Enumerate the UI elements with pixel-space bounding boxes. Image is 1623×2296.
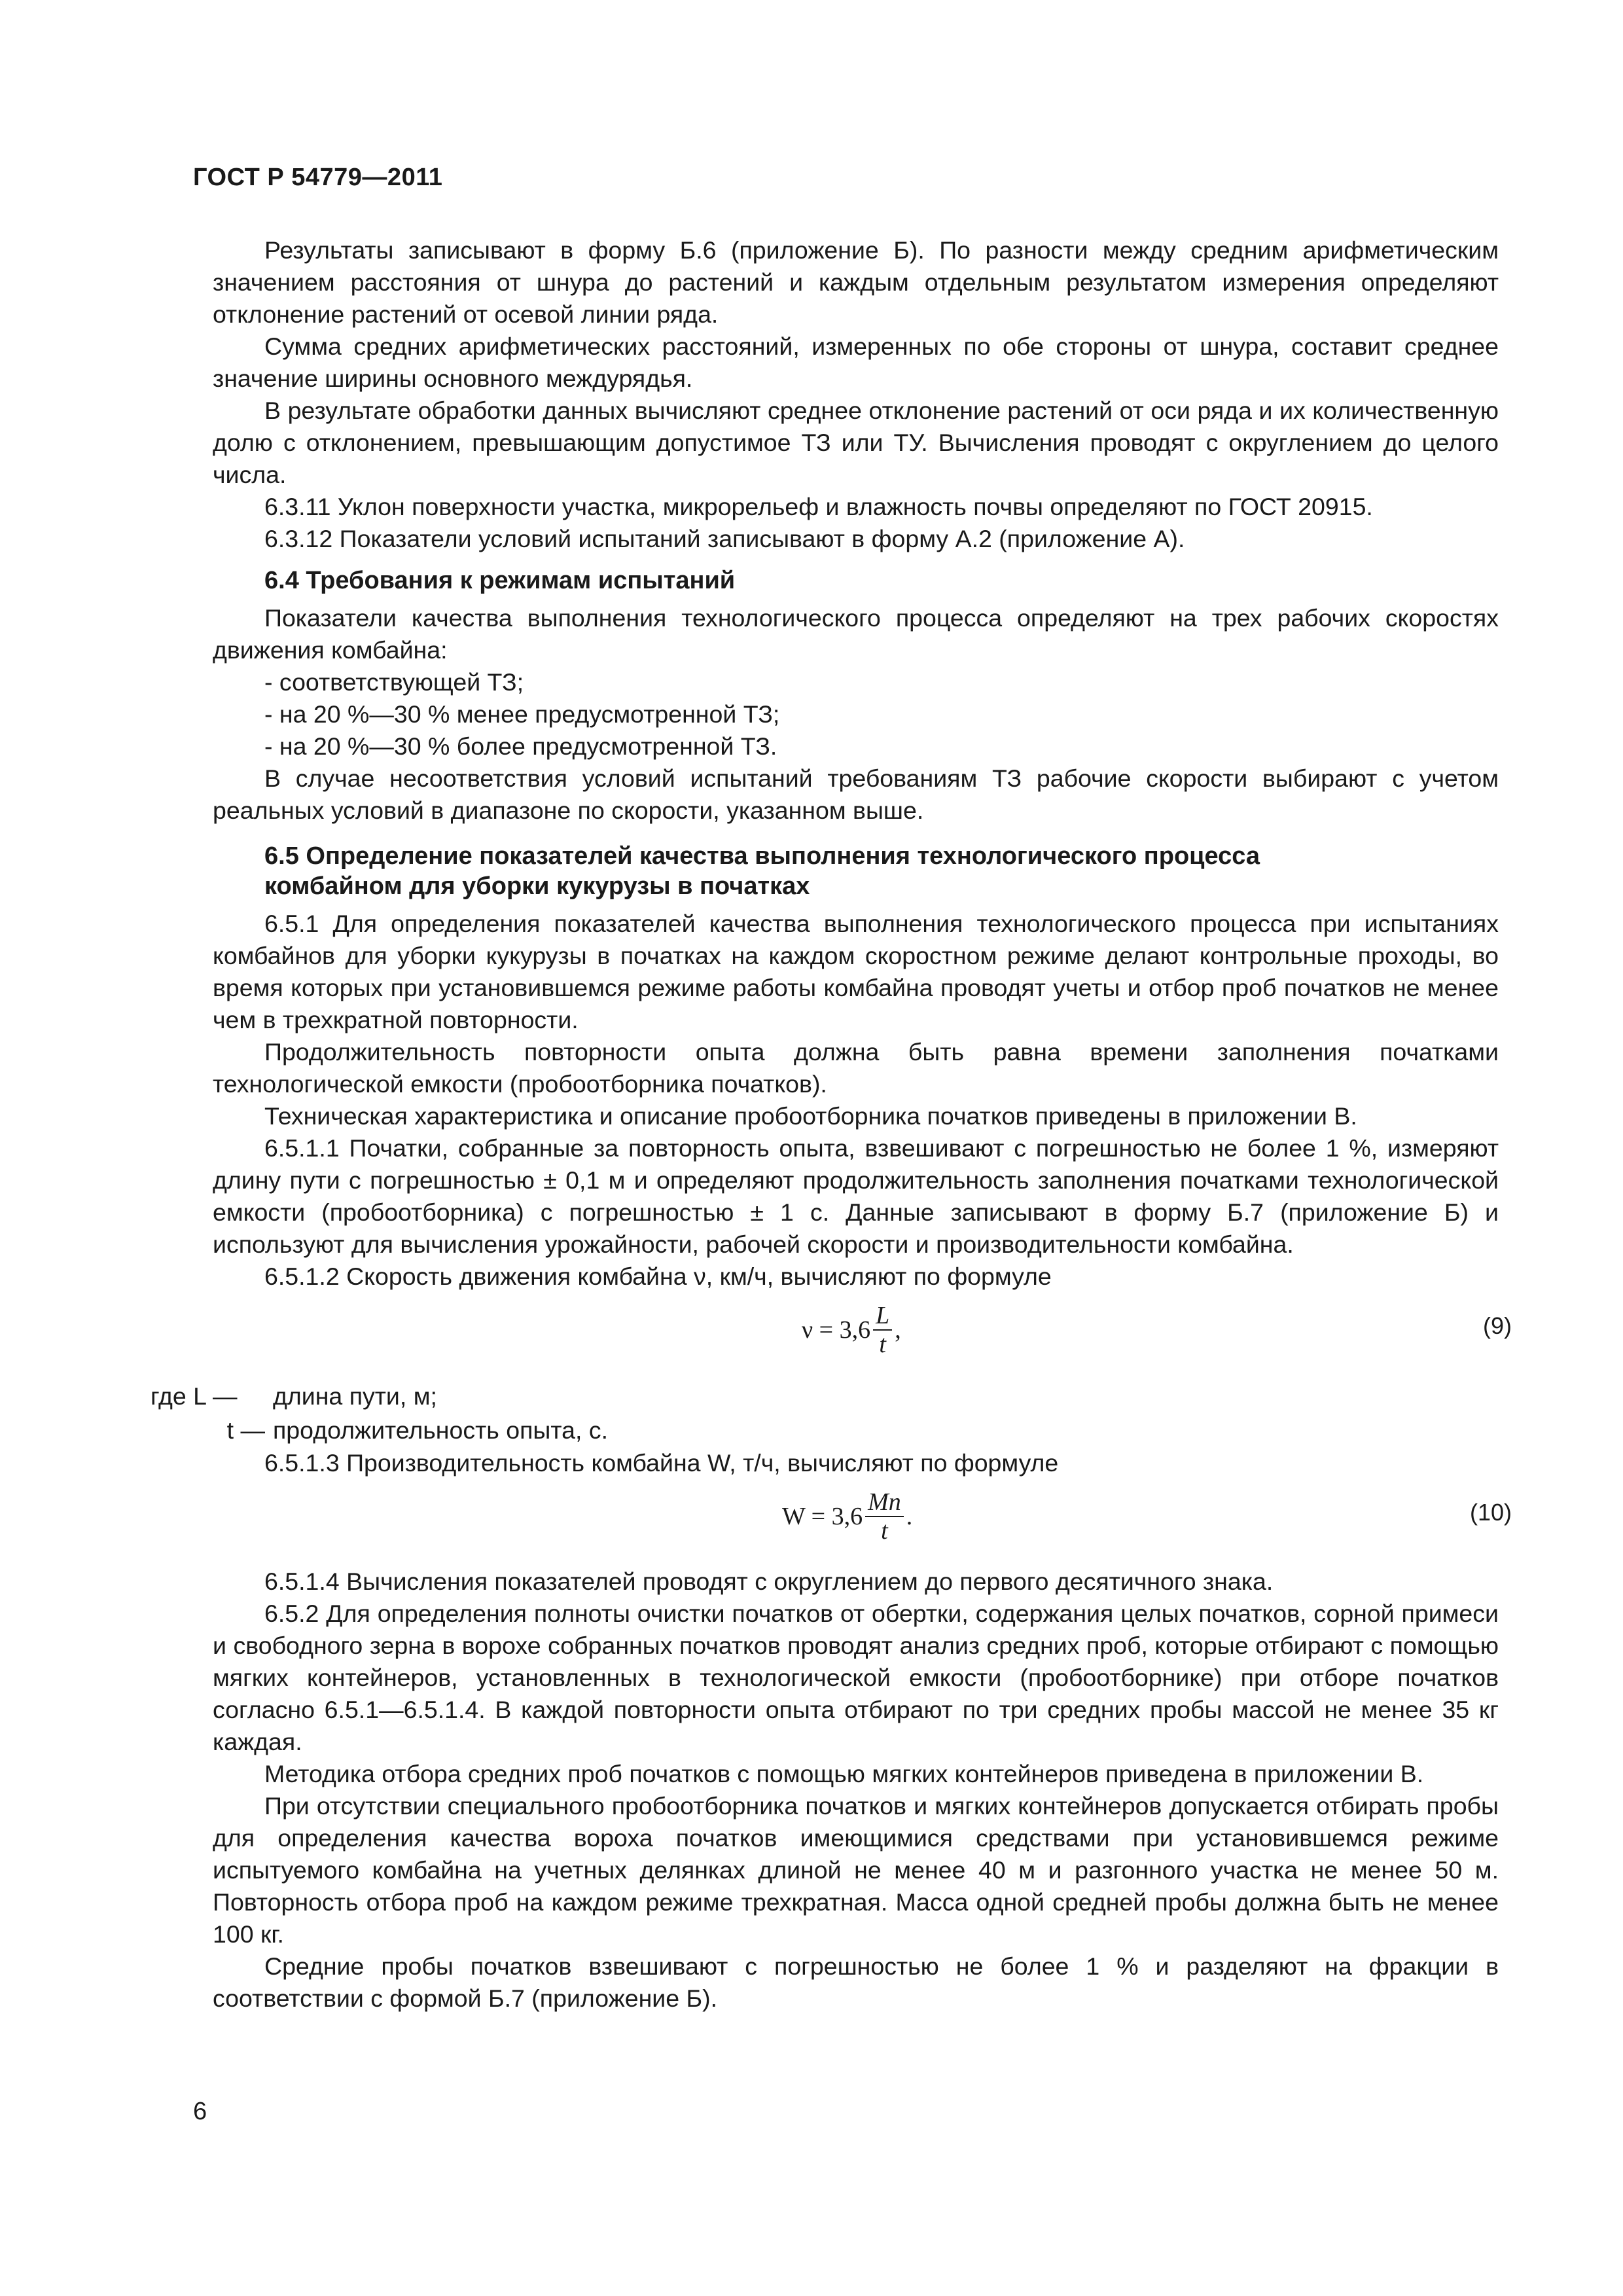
numerator: L — [873, 1302, 892, 1331]
section-heading-6-4: 6.4 Требования к режимам испытаний — [264, 567, 736, 594]
formula-lhs: W = 3,6 — [782, 1502, 863, 1530]
equation-number: (9) — [1483, 1312, 1512, 1339]
formula-legend — [151, 1379, 1499, 1447]
document-body — [151, 234, 1512, 2015]
list-item: - на 20 %—30 % менее предусмотренной ТЗ; — [264, 700, 780, 728]
legend-label: t — — [226, 1416, 265, 1444]
paragraph: 6.3.11 Уклон поверхности участка, микрорельеф и влажность почвы определяют по ГОСТ 20915. — [264, 493, 1373, 520]
paragraph: Показатели качества выполнения технологического процесса определяют на трех рабочих скоростях движения комбайна: — [213, 604, 1499, 664]
formula-tail: , — [895, 1316, 901, 1344]
heading-line: комбайном для уборки кукурузы в початках — [264, 872, 810, 900]
legend-row — [151, 1379, 1499, 1413]
paragraph: 6.5.1.4 Вычисления показателей проводят с округлением до первого десятичного знака. — [264, 1568, 1274, 1595]
fraction — [865, 1488, 904, 1545]
paragraph: При отсутствии специального пробоотборника початков и мягких контейнеров допускается отбирать пробы для определения качества вороха початков имеющимися средствами при установившемся режиме испытуемого комбайна на учетных делянках длиной не менее 40 м и разгонного участка не менее 50 м. Повторность отбора проб на каждом режиме трехкратная. Масса одной средней пробы должна быть не менее 100 кг. — [213, 1792, 1499, 1948]
heading-line: 6.5 Определение показателей качества выполнения технологического процесса — [264, 842, 1260, 870]
legend-text: продолжительность опыта, с. — [273, 1416, 608, 1444]
denominator: t — [879, 1331, 886, 1358]
paragraph: 6.5.1.2 Скорость движения комбайна ν, км/ч, вычисляют по формуле — [264, 1263, 1052, 1290]
denominator: t — [881, 1517, 888, 1545]
paragraph: Средние пробы початков взвешивают с погрешностью не более 1 % и разделяют на фракции в соответствии с формой Б.7 (приложение Б). — [213, 1952, 1499, 2012]
paragraph: Продолжительность повторности опыта должна быть равна времени заполнения початками технологической емкости (пробоотборника початков). — [213, 1038, 1499, 1098]
list-item: - соответствующей ТЗ; — [264, 668, 524, 696]
formula-9 — [213, 1295, 1512, 1372]
paragraph: 6.5.2 Для определения полноты очистки початков от обертки, содержания целых початков, сорной примеси и свободного зерна в ворохе собранных початков проводят анализ средних проб, которые отбирают с помощью мягких контейнеров, установленных в технологической емкости (пробоотборнике) при отборе початков согласно 6.5.1—6.5.1.4. В каждой повторности опыта отбирают по три средних пробы массой не менее 35 кг каждая. — [213, 1600, 1499, 1755]
paragraph: Результаты записывают в форму Б.6 (приложение Б). По разности между средним арифметическим значением расстояния от шнура до растений и каждым отдельным результатом измерения определяют отклонение растений от осевой линии ряда. — [213, 236, 1499, 328]
paragraph: 6.5.1.1 Початки, собранные за повторность опыта, взвешивают с погрешностью не более 1 %, измеряют длину пути с погрешностью ± 0,1 м и определяют продолжительность заполнения початками технологической емкости (пробоотборника) с погрешностью ± 1 с. Данные записывают в форму Б.7 (приложение Б) и используют для вычисления урожайности, рабочей скорости и производительности комбайна. — [213, 1134, 1499, 1258]
paragraph: 6.3.12 Показатели условий испытаний записывают в форму А.2 (приложение А). — [264, 525, 1185, 552]
formula-tail: . — [906, 1502, 913, 1530]
section-heading-6-5 — [264, 841, 1499, 901]
formula-10 — [213, 1482, 1512, 1559]
document-header: ГОСТ Р 54779—2011 — [193, 164, 443, 191]
formula-lhs: ν = 3,6 — [802, 1316, 871, 1344]
list-item: - на 20 %—30 % более предусмотренной ТЗ. — [264, 732, 777, 760]
legend-text: длина пути, м; — [273, 1382, 437, 1410]
paragraph: В случае несоответствия условий испытаний требованиям ТЗ рабочие скорости выбирают с учетом реальных условий в диапазоне по скорости, указанном выше. — [213, 764, 1499, 824]
formula-expression — [782, 1488, 912, 1545]
paragraph: В результате обработки данных вычисляют среднее отклонение растений от оси ряда и их количественную долю с отклонением, превышающим допустимое ТЗ или ТУ. Вычисления проводят с округлением до целого числа. — [213, 397, 1499, 488]
paragraph: Сумма средних арифметических расстояний, измеренных по обе стороны от шнура, составит среднее значение ширины основного междурядья. — [213, 332, 1499, 392]
formula-expression — [802, 1302, 901, 1358]
paragraph: Техническая характеристика и описание пробоотборника початков приведены в приложении В. — [264, 1102, 1357, 1130]
equation-number: (10) — [1469, 1499, 1512, 1526]
numerator: Mп — [865, 1488, 904, 1517]
page-number: 6 — [193, 2098, 207, 2125]
legend-label: где L — — [151, 1382, 238, 1410]
legend-row — [151, 1413, 1499, 1447]
paragraph: 6.5.1.3 Производительность комбайна W, т/ч, вычисляют по формуле — [264, 1449, 1059, 1477]
fraction — [873, 1302, 892, 1358]
paragraph: 6.5.1 Для определения показателей качества выполнения технологического процесса при испытаниях комбайнов для уборки кукурузы в початках на каждом скоростном режиме делают контрольные проходы, во время которых при установившемся режиме работы комбайна проводят учеты и отбор проб початков не менее чем в трехкратной повторности. — [213, 910, 1499, 1033]
paragraph: Методика отбора средних проб початков с помощью мягких контейнеров приведена в приложении В. — [264, 1760, 1424, 1787]
